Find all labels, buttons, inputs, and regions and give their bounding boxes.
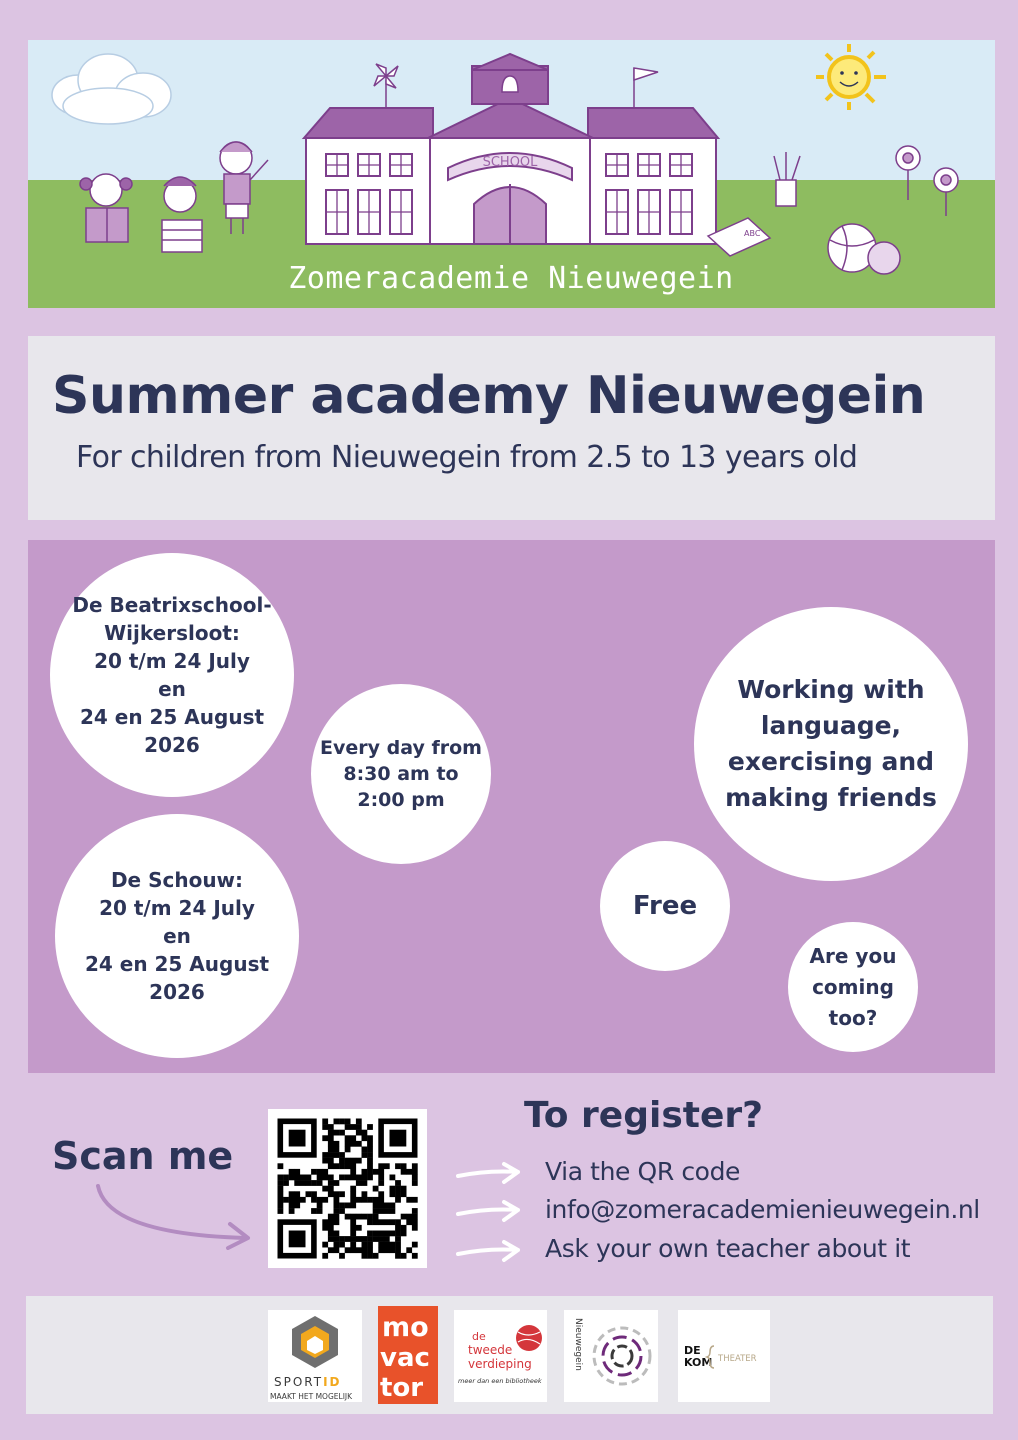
bubble-free-text: Free — [632, 891, 698, 921]
register-item-email[interactable]: info@zomeracademienieuwegein.nl — [545, 1195, 980, 1224]
bubble-coming-text: Are you coming too? — [809, 943, 897, 1030]
logo-tweede-verdieping — [454, 1310, 547, 1402]
bubble-activities — [694, 607, 968, 881]
curved-arrow-icon — [90, 1180, 260, 1250]
register-item-qr: Via the QR code — [545, 1157, 741, 1186]
tweede-tagline: meer dan een bibliotheek — [458, 1377, 542, 1385]
dekom-theater: THEATER — [718, 1354, 757, 1364]
scan-me-label: Scan me — [52, 1134, 234, 1178]
page-subtitle: For children from Nieuwegein from 2.5 to 13 years old — [76, 440, 858, 475]
bubble-beatrixschool-text: De Beatrixschool- Wijkersloot: 20 t/m 24 July en 24 en 25 August 2026 — [72, 593, 272, 757]
logo-movactor — [378, 1306, 438, 1404]
book-label: ABC — [744, 229, 761, 238]
logo-sportid — [268, 1310, 362, 1402]
logo-de-kom — [678, 1310, 770, 1402]
qr-code[interactable] — [268, 1109, 427, 1268]
bubble-free — [600, 841, 730, 971]
banner-caption: Zomeracademie Nieuwegein — [288, 261, 734, 296]
arrow-right-icon — [454, 1238, 524, 1266]
yarn-ball-icon — [516, 1325, 542, 1351]
qr-code-image — [268, 1109, 427, 1268]
sportid-suffix: ID — [323, 1375, 342, 1389]
arrow-right-icon — [454, 1160, 524, 1188]
movactor-line-3: tor — [380, 1373, 424, 1403]
sportid-tagline: MAAKT HET MOGELIJK — [270, 1392, 353, 1401]
sportid-name: SPORT — [274, 1375, 324, 1389]
svg-text:SPORTID — [274, 1375, 342, 1389]
register-title: To register? — [524, 1095, 764, 1136]
logo-nieuwegein — [564, 1310, 658, 1402]
page-title: Summer academy Nieuwegein — [52, 366, 926, 426]
movactor-line-1: mo — [382, 1312, 429, 1343]
bubble-schouw-text: De Schouw: 20 t/m 24 July en 24 en 25 August 2026 — [84, 868, 270, 1004]
banner-illustration — [28, 40, 995, 308]
bubble-coming — [788, 922, 918, 1052]
tweede-line-2: tweede — [468, 1343, 513, 1357]
bubble-hours-text: Every day from 8:30 am to 2:00 pm — [320, 737, 482, 811]
arrow-right-icon — [454, 1198, 524, 1226]
bubble-schouw — [55, 814, 299, 1058]
child-reading-icon — [80, 174, 132, 242]
spiral-icon — [594, 1328, 650, 1384]
bell-icon — [502, 76, 518, 92]
dekom-line-2: KOM — [684, 1356, 713, 1369]
bubble-activities-text: Working with language, exercising and making friends — [725, 675, 937, 812]
tweede-line-1: de — [472, 1330, 486, 1343]
tweede-line-3: verdieping — [468, 1357, 532, 1371]
bubble-hours — [311, 684, 491, 864]
title-panel — [28, 336, 995, 520]
dekom-line-1: DE — [684, 1344, 701, 1357]
register-item-teacher: Ask your own teacher about it — [545, 1234, 911, 1263]
nieuwegein-text: Nieuwegein — [573, 1318, 583, 1371]
movactor-line-2: vac — [380, 1343, 430, 1373]
school-sign-text: SCHOOL — [482, 155, 538, 170]
bubble-beatrixschool — [50, 553, 294, 797]
